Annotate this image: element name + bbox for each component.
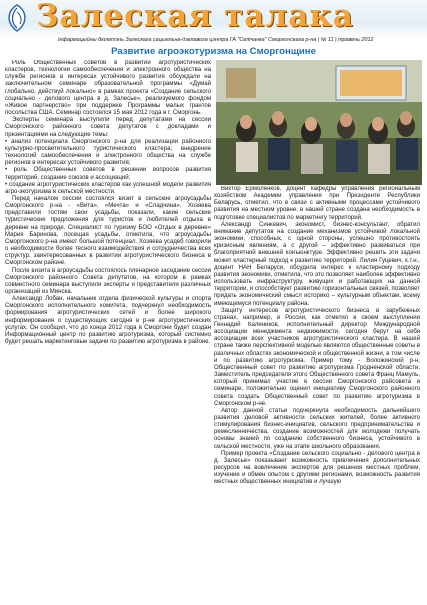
bulletin-subheader: Інфармацыйны бюлетэнь Залескага сацыяльна-дзелавога цэнтра ГА "Селічанка" Сморгонскага р-на | № 11 | травень 2012 — [58, 37, 374, 43]
paragraph: Роль Общественных советов в развитии агротуристических кластеров, технологии самообеспечения и электронного общества на службе регионов в интересах устойчивого развития обсуждали на заключительном семинаре образовательной программы «Думай глобально, действуй локально» в рамках проекта «Создание сельского социально - делового центра в д. Залесье», реализуемого фондом «Живое партнерство» при поддержке Программы малых грантов посольства США. Семинар состоялся 15 мая 2012 года в г. Сморгонь. — [5, 60, 211, 117]
masthead — [0, 0, 427, 38]
paragraph: Эксперты семинара выступили перед депутатами на сессии Сморгонского районного совета депутатов с докладами и презентациями на следующие темы: — [5, 117, 211, 138]
masthead-title: Залеская талака — [36, 0, 354, 34]
paragraph: Перед началом сессии состоялся визит в сельские агроусадьбы Сморгонского р-на - «Вита», «Мечта» и «Сладчина». Хозяева представили гостям свои усадьбы, показали, какие сельские туристические предложения для туристов и любителей отдыха в деревне на природе. Специалист по туризму БОО «Отдых в деревне» Мария Баринова, посещая усадьбы, отметила, что агроусадьбы Сморгонского р-на имеют большой потенциал. Хозяева усадеб говорили о необходимости более тесного взаимодействия и сотрудничества всех структур, заинтересованных в развитии агротуристического бизнеса в Сморгонском районе. — [5, 195, 211, 267]
leaf-emblem-icon — [3, 3, 31, 33]
paragraph: • создание агротуристических кластеров как успешной модели развития агро-экотуризма в сельской местности. — [5, 181, 211, 195]
seminar-photo — [216, 60, 422, 185]
paragraph: • анализ потенциала Сморгонского р-на для реализации районного культурно-просветительного туристического кластера; внедрение технологий самообеспечения и электронного общества на службе регионов в интересах устойчивого развития; — [5, 138, 211, 167]
paragraph: Александр Лобан, начальник отдела физической культуры и спорта Сморгонского исполнительного комитета, подчеркнул необходимость формирования агротуристических сетей и более широкого информирования о существующих сегодня в р-не агротуристических услугах. Он сообщил, что до конца 2012 года в Сморгони будет создан Информационный центр по развитию агротуризма, который системно будет решать маркетинговые задачи по развитию агротуризма в районе. — [5, 296, 211, 346]
article-right-column — [214, 186, 420, 600]
paragraph: Защиту интересов агротуристического бизнеса в зарубежных странах, например, в России, как отметил в своем выступлении Геннадий Калеников, исполнительный директор Международной ассоциации менеджмента недвижимости, сегодня берут на себя ассоциации всех участников агротуристического кластера. В нашей стране также перспективной моделью являются общественные советы в различных областях экономической и общественной жизни, в том числе и по развитию агротуризма. Пример тому - Воложинский р-н, Общественный совет по развитию агротуризма Гродненской области. Заместитель председателя этого Общественного совета Франц Мамуль, который принимал участие в сессии Сморгонского райсовета и семинаре, положительно оценил инициативу Сморгонского районного совета создать Общественный совет по развитию агротуризма в Сморгонском р-не. — [214, 307, 420, 407]
article-headline: Развитие агроэкотуризма на Сморгонщине — [111, 46, 316, 57]
paragraph: Виктор Ермоленков, доцент кафедры управления региональным хозяйством Академии управления при Президенте Республики Беларусь, отметил, что в связи с активными процессами устойчивого развития на местном уровне, в нашей стране создана необходимость в подготовке специалистов по маркетингу территорий. — [214, 186, 420, 221]
seminar-photo-icon — [216, 60, 422, 185]
paragraph: • роль Общественных советов в решении вопросов развития территорий, создание союзов и ассоциаций; — [5, 167, 211, 181]
paragraph: Автор данной статьи подчеркнула необходимость дальнейшего развития деловой активности сельских жителей, более активного стимулирования бизнес-инициатив, сельского предпринимательства и ремесленничества, создание возможностей для молодежи получать основы знаний по созданию собственного бизнеса, устойчивого в сельской местности, уже на этапе школьного образования. — [214, 407, 420, 450]
paragraph: После визита в агроусадьбы состоялось пленарное заседание сессии Сморгонского районного Совета депутатов, на котором в рамках совместного семинара выступили эксперты и представители различных организаций из Минска. — [5, 267, 211, 295]
paragraph: Пример проекта «Создание сельского социально - делового центра в д. Залесье» показывает возможность привлечения дополнительных ресурсов на вовлечение экспертов для решения местных проблем, изучение и обмен опытом с другими регионами, возможность развития местных общественных инициатив и лучшую — [214, 450, 420, 486]
paragraph: Александр Синкевич, экономист, бизнес-консультант, обратил внимание депутатов на создание механизмов устойчивой локальной экономики, способных, с одной стороны, успешно противостоять кризисным явлениям, а с другой – эффективно развиваться при благоприятной внешней конъюнктуре. Эффективно решить эти задачи может кластерный подход к развитию территорий. Лилия Гуцевич, к.т.н., доцент НАН Беларуси, обсудила интерес к кластерному подходу развития экономики, отметила, что это позволяет наиболее эффективно использовать инфраструктуру, живущих и работающих на данной территории, и способствует развитию горизонтальных связей, позволяет придать экономический смысл историко – культурным объектам, всему имеющемуся потенциалу района. — [214, 221, 420, 307]
article-left-column — [5, 60, 211, 600]
